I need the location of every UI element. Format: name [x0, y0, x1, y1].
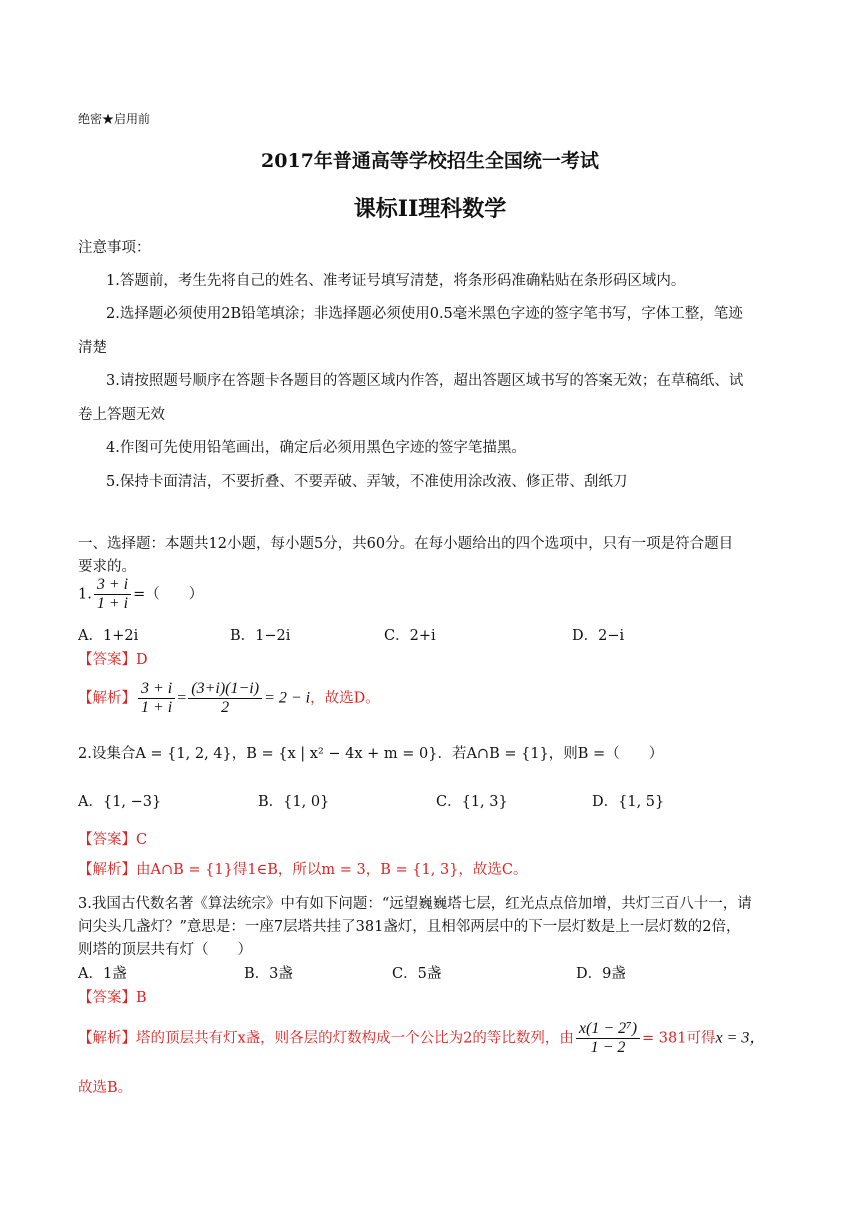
q3-option-d: D．9盏: [576, 966, 626, 982]
q1-option-b: B．1−2i: [230, 628, 291, 644]
q3-option-b: B．3盏: [244, 966, 293, 982]
fraction-denominator: 1 + i: [96, 595, 129, 612]
analysis-label: 【解析】: [78, 862, 136, 878]
analysis-end: ，故选D。: [310, 690, 380, 707]
question-1-stem: [78, 576, 203, 613]
analysis-lhs-fraction: [138, 680, 175, 717]
q1-analysis: 【解析】 $\frac{3 + i}{1 + i}$ = $\frac{(3+i)(1-i)}{2}$ = 2 − i，故选D。: [78, 680, 380, 716]
answer-value: D: [136, 652, 148, 668]
q2-option-c: C．{1, 3}: [436, 794, 508, 810]
section-heading-cont: 要求的。: [78, 559, 136, 575]
q2-option-a: A．{1, −3}: [78, 794, 162, 810]
notice-item-2-cont: 清楚: [78, 340, 107, 356]
fraction-numerator: (3+i)(1−i): [188, 680, 262, 699]
q3-answer: [78, 986, 147, 1007]
notice-item-4: 4.作图可先使用铅笔画出，确定后必须用黑色字迹的签字笔描黑。: [106, 440, 526, 456]
q3-option-c: C．5盏: [392, 966, 442, 982]
fraction-denominator: 2: [221, 699, 230, 716]
notice-item-3-cont: 卷上答题无效: [78, 407, 165, 423]
answer-label: 【答案】: [78, 652, 136, 668]
fraction-denominator: 1 + i: [141, 699, 173, 716]
notice-item-2: 2.选择题必须使用2B铅笔填涂；非选择题必须使用0.5毫米黑色字迹的签字笔书写，字体工整，笔迹: [106, 306, 743, 322]
notice-item-5: 5.保持卡面清洁，不要折叠、不要弄破、弄皱，不准使用涂改液、修正带、刮纸刀: [106, 474, 628, 490]
question-1-number: 1.: [78, 586, 92, 603]
notice-item-1: 1.答题前，考生先将自己的姓名、准考证号填写清楚，将条形码准确粘贴在条形码区域内。: [106, 273, 686, 289]
fraction-numerator: 3 + i: [94, 576, 131, 595]
analysis-label: 【解析】: [78, 690, 136, 707]
analysis-text: 塔的顶层共有灯x盏，则各层的灯数构成一个公比为2的等比数列，由: [136, 1030, 574, 1047]
question-3-line-1: 3.我国古代数名著《算法统宗》中有如下问题：“远望巍巍塔七层，红光点点倍加增，共灯三百八十一，请: [78, 896, 752, 912]
notice-item-3: 3.请按照题号顺序在答题卡各题目的答题区域内作答，超出答题区域书写的答案无效；在草稿纸、试: [106, 373, 744, 389]
fraction-numerator: 3 + i: [138, 680, 175, 699]
question-1-fraction: [94, 576, 131, 613]
question-3-line-2: 问尖头几盏灯？”意思是：一座7层塔共挂了381盏灯，且相邻两层中的下一层灯数是上一层灯数的2倍，: [78, 919, 741, 935]
q1-option-a: A．1+2i: [78, 628, 139, 644]
analysis-mid: = 381可得: [642, 1030, 716, 1047]
question-1-tail: =（ ）: [133, 586, 204, 603]
analysis-rhs: = 2 − i: [264, 689, 311, 707]
q1-answer: [78, 648, 148, 669]
q1-option-d: D．2−i: [572, 628, 625, 644]
section-heading: 一、选择题：本题共12小题，每小题5分，共60分。在每小题给出的四个选项中，只有一项是符合题目: [78, 536, 734, 552]
question-2-stem: 2.设集合A = {1, 2, 4}，B = {x | x² − 4x + m = 0}．若A∩B = {1}，则B =（ ）: [78, 746, 664, 762]
q1-option-c: C．2+i: [384, 628, 436, 644]
q2-option-b: B．{1, 0}: [258, 794, 330, 810]
q3-option-a: A．1盏: [78, 966, 127, 982]
analysis-fraction: [576, 1020, 640, 1057]
fraction-denominator: 1 − 2: [590, 1039, 626, 1056]
secret-mark: 绝密★启用前: [78, 112, 151, 126]
analysis-text: 由A∩B = {1}得1∈B，所以m = 3，B = {1, 3}，故选C。: [136, 862, 528, 878]
answer-value: C: [136, 832, 148, 848]
answer-label: 【答案】: [78, 990, 136, 1006]
answer-value: B: [136, 990, 147, 1006]
analysis-mid-fraction: [188, 680, 262, 717]
analysis-result: x = 3，: [715, 1029, 766, 1047]
exam-subtitle: 课标II理科数学: [353, 196, 507, 222]
q2-answer: [78, 828, 147, 849]
exam-title: 2017年普通高等学校招生全国统一考试: [261, 150, 599, 172]
q3-analysis: [78, 1020, 765, 1057]
q3-analysis-end: 故选B。: [78, 1080, 133, 1096]
q2-option-d: D．{1, 5}: [592, 794, 665, 810]
question-3-line-3: 则塔的顶层共有灯（ ）: [78, 942, 252, 958]
analysis-label: 【解析】: [78, 1030, 136, 1047]
answer-label: 【答案】: [78, 832, 136, 848]
q2-analysis: [78, 858, 528, 879]
fraction-numerator: x(1 − 2⁷): [576, 1020, 640, 1039]
notice-heading: 注意事项：: [78, 240, 151, 256]
